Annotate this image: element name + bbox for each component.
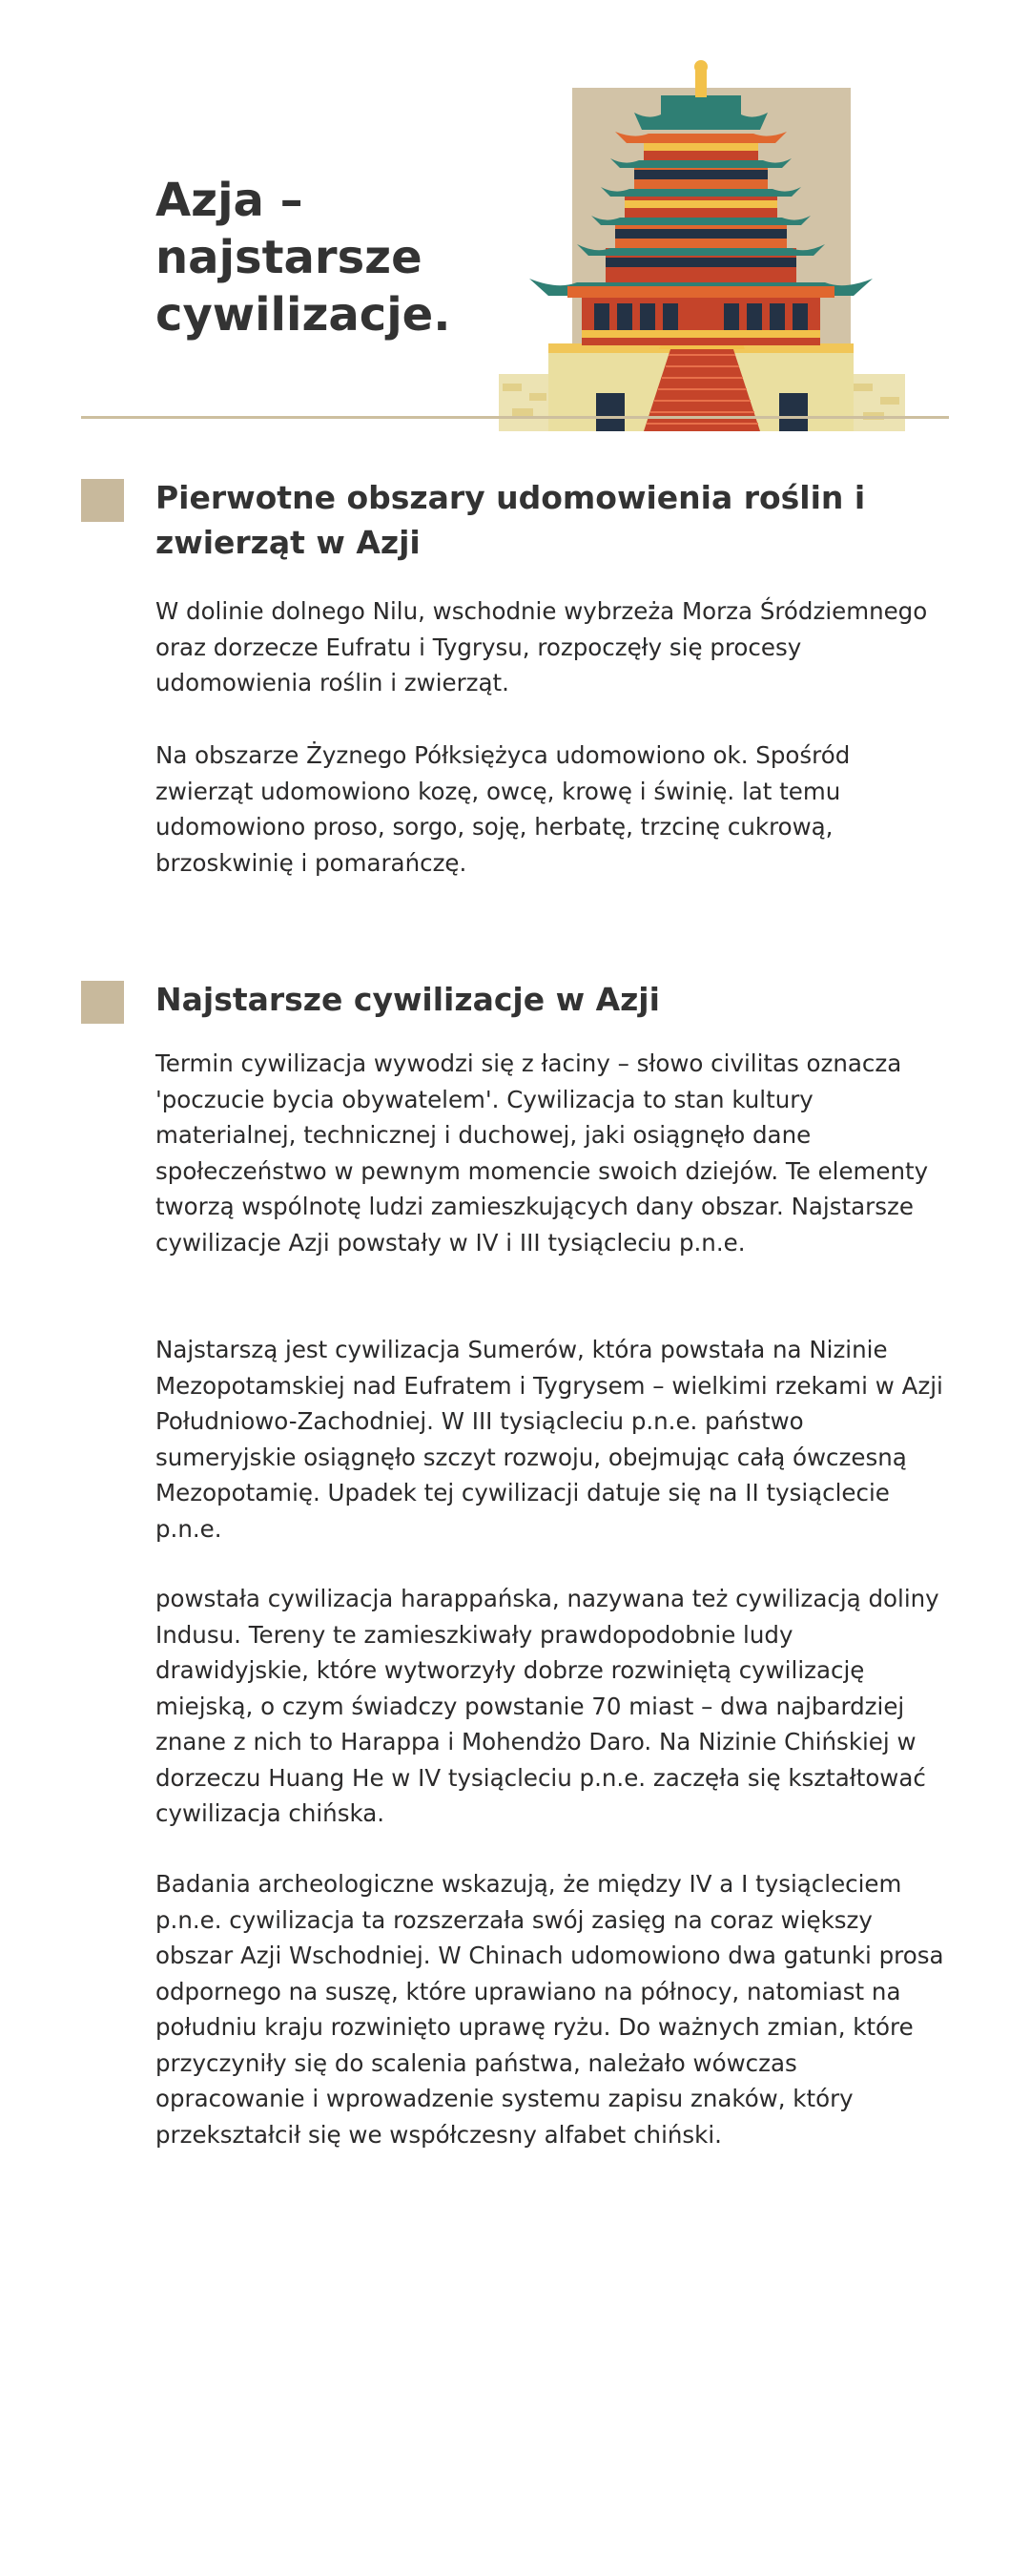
pagoda-icon	[491, 57, 911, 431]
section-title: Pierwotne obszary udomowienia roślin i zwierząt w Azji	[155, 479, 866, 561]
paragraph: Na obszarze Żyznego Półksiężyca udomowiono ok. Spośród zwierząt udomowiono kozę, owcę, krowę i świnię. lat temu udomowiono proso, sorgo, soję, herbatę, trzcinę cukrową, brzoskwinię i pomarańczę.	[155, 741, 851, 877]
section-marker	[81, 981, 124, 1024]
header-divider	[81, 416, 949, 419]
section-title: Najstarsze cywilizacje w Azji	[155, 981, 660, 1018]
section-marker	[81, 479, 124, 522]
page-title: Azja – najstarsze cywilizacje.	[155, 174, 451, 342]
paragraph: W dolinie dolnego Nilu, wschodnie wybrzeża Morza Śródziemnego oraz dorzecze Eufratu i Tygrysu, rozpoczęły się procesy udomowienia roślin i zwierząt.	[155, 597, 928, 696]
paragraph: Badania archeologiczne wskazują, że między IV a I tysiącleciem p.n.e. cywilizacja ta rozszerzała swój zasięg na coraz większy obszar Azji Wschodniej. W Chinach udomowiono dwa gatunki prosa odpornego na suszę, które uprawiano na północy, natomiast na południu kraju rozwinięto uprawę ryżu. Do ważnych zmian, które przyczyniły się do scalenia państwa, należało wówczas opracowanie i wprowadzenie systemu zapisu znaków, który przekształcił się we współczesny alfabet chiński.	[155, 1870, 944, 2149]
paragraph: Najstarszą jest cywilizacja Sumerów, która powstała na Nizinie Mezopotamskiej nad Eufratem i Tygrysem – wielkimi rzekami w Azji Południowo-Zachodniej. W III tysiącleciu p.n.e. państwo sumeryjskie osiągnęło szczyt rozwoju, obejmując całą ówczesną Mezopotamię. Upadek tej cywilizacji datuje się na II tysiąclecie p.n.e.	[155, 1336, 943, 1543]
paragraph: Termin cywilizacja wywodzi się z łaciny – słowo civilitas oznacza 'poczucie bycia obywatelem'. Cywilizacja to stan kultury materialnej, technicznej i duchowej, jaki osiągnęło dane społeczeństwo w pewnym momencie swoich dziejów. Te elementy tworzą wspólnotę ludzi zamieszkujących dany obszar. Najstarsze cywilizacje Azji powstały w IV i III tysiącleciu p.n.e.	[155, 1049, 929, 1257]
paragraph: powstała cywilizacja harappańska, nazywana też cywilizacją doliny Indusu. Tereny te zamieszkiwały prawdopodobnie ludy drawidyjskie, które wytworzyły dobrze rozwiniętą cywilizację miejską, o czym świadczy powstanie 70 miast – dwa najbardziej znane z nich to Harappa i Mohendżo Daro. Na Nizinie Chińskiej w dorzeczu Huang He w IV tysiącleciu p.n.e. zaczęła się kształtować cywilizacja chińska.	[155, 1585, 939, 1827]
